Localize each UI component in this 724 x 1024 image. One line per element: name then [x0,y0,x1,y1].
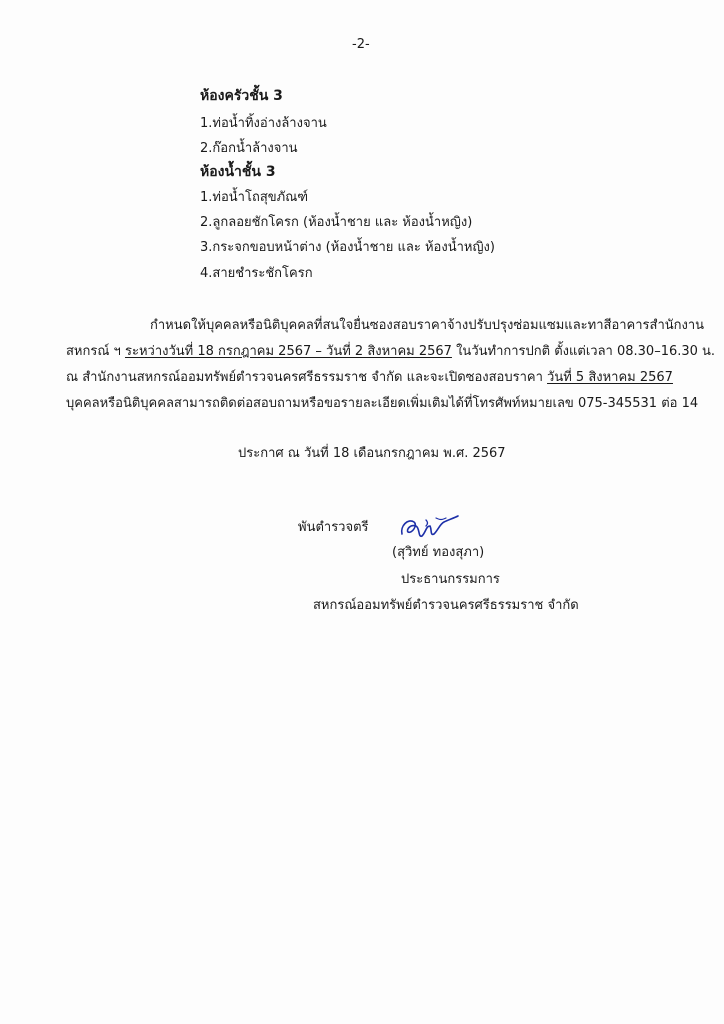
paragraph-line-1: กำหนดให้บุคคลหรือนิติบุคคลที่สนใจยื่นซองสอบราคาจ้างปรับปรุงซ่อมแซมและทาสีอาคารสำนักงาน [150,318,705,333]
signatory-organization: สหกรณ์ออมทรัพย์ตำรวจนครศรีธรรมราช จำกัด [313,598,579,613]
announcement-date: ประกาศ ณ วันที่ 18 เดือนกรกฎาคม พ.ศ. 2567 [238,446,506,461]
kitchen-heading: ห้องครัวชั้น 3 [200,88,283,104]
paragraph-line-2 [66,343,715,361]
signatory-rank: พันตำรวจตรี [298,520,369,535]
restroom-item-1: 1.ท่อน้ำโถสุขภัณฑ์ [200,190,309,205]
opening-date: วันที่ 5 สิงหาคม 2567 [547,370,673,385]
paragraph-line-2-start: สหกรณ์ ฯ [66,344,125,359]
paragraph-line-2-end: ในวันทำการปกติ ตั้งแต่เวลา 08.30–16.30 น. [451,344,716,359]
restroom-heading: ห้องน้ำชั้น 3 [200,164,276,180]
signatory-position: ประธานกรรมการ [401,572,500,587]
restroom-item-4: 4.สายชำระชักโครก [200,266,313,281]
signatory-name: (สุวิทย์ ทองสุภา) [392,545,485,560]
kitchen-item-2: 2.ก๊อกน้ำล้างจาน [200,141,298,156]
kitchen-item-1: 1.ท่อน้ำทิ้งอ่างล้างจาน [200,116,327,131]
restroom-item-2: 2.ลูกลอยชักโครก (ห้องน้ำชาย และ ห้องน้ำหญิง) [200,215,473,230]
restroom-item-3: 3.กระจกขอบหน้าต่าง (ห้องน้ำชาย และ ห้องน้ำหญิง) [200,240,495,255]
page-number: -2- [352,37,370,52]
submission-period: ระหว่างวันที่ 18 กรกฎาคม 2567 – วันที่ 2 สิงหาคม 2567 [124,344,452,359]
paragraph-line-3-start: ณ สำนักงานสหกรณ์ออมทรัพย์ตำรวจนครศรีธรรมราช จำกัด และจะเปิดซองสอบราคา [66,370,548,385]
handwritten-signature [396,508,460,548]
paragraph-line-3 [66,369,673,387]
paragraph-line-4: บุคคลหรือนิติบุคคลสามารถติดต่อสอบถามหรือขอรายละเอียดเพิ่มเติมได้ที่โทรศัพท์หมายเลข 075-345531 ต่อ 14 [66,396,699,411]
